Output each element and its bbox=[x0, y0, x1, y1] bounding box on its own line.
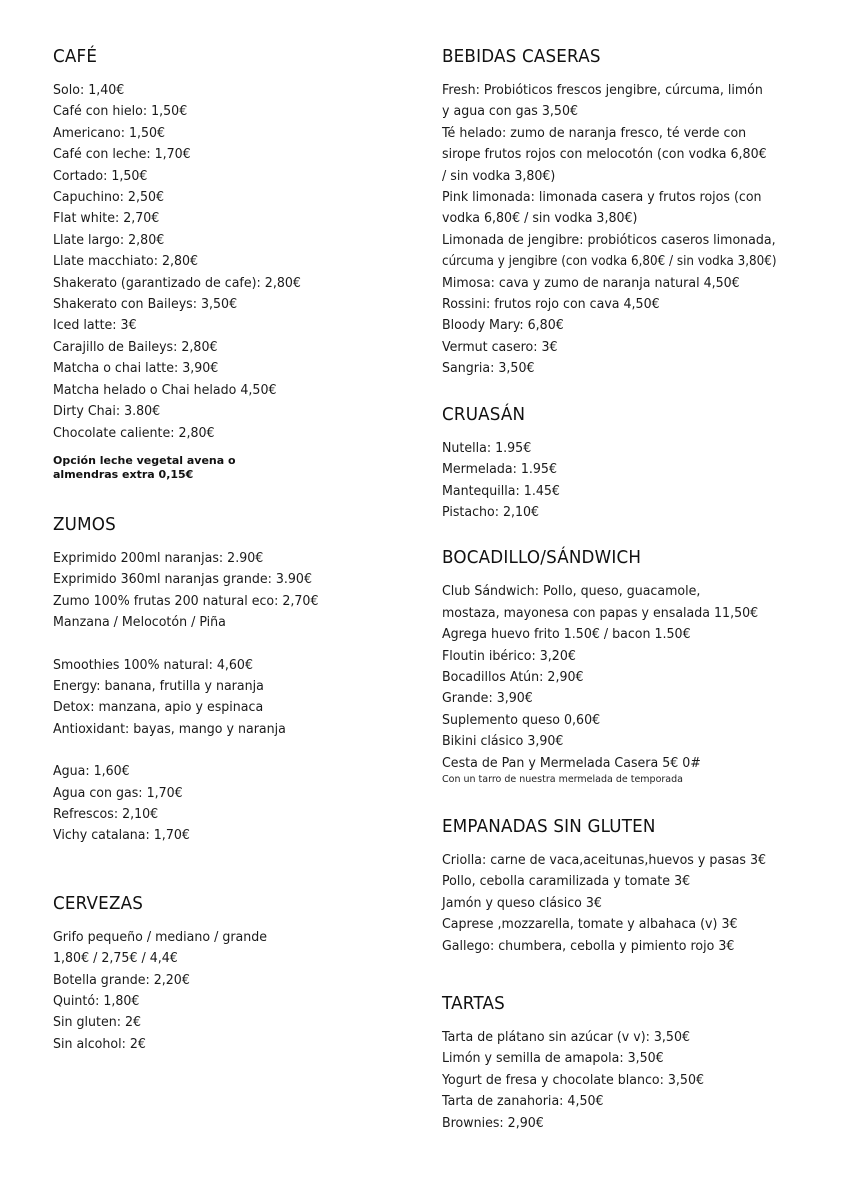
menu-item: Matcha o chai latte: 3,90€ bbox=[53, 361, 219, 377]
menu-item: Bloody Mary: 6,80€ bbox=[442, 318, 564, 334]
section-empanadas bbox=[442, 814, 822, 957]
menu-item: Brownies: 2,90€ bbox=[442, 1115, 544, 1131]
menu-item: Grifo pequeño / mediano / grande bbox=[53, 929, 268, 945]
menu-item: Iced latte: 3€ bbox=[53, 318, 137, 334]
menu-item: Fresh: Probióticos frescos jengibre, cúrcuma, limón bbox=[442, 83, 763, 98]
section-title-tartas: TARTAS bbox=[442, 993, 505, 1014]
menu-item: y agua con gas 3,50€ bbox=[442, 104, 578, 120]
section-title-zumos: ZUMOS bbox=[53, 513, 116, 535]
note-line: Opción leche vegetal avena o bbox=[53, 453, 236, 467]
section-tartas bbox=[442, 991, 822, 1134]
section-zumos bbox=[53, 512, 403, 847]
menu-item: Energy: banana, frutilla y naranja bbox=[53, 678, 264, 694]
spacer bbox=[53, 634, 403, 655]
menu-item: Caprese ,mozzarella, tomate y albahaca (v) 3€ bbox=[442, 917, 738, 933]
menu-item: Pollo, cebolla caramilizada y tomate 3€ bbox=[442, 874, 691, 890]
menu-item: Vichy catalana: 1,70€ bbox=[53, 828, 190, 844]
menu-left-column bbox=[53, 44, 403, 1055]
menu-item: Yogurt de fresa y chocolate blanco: 3,50€ bbox=[442, 1072, 704, 1088]
menu-item: 1,80€ / 2,75€ / 4,4€ bbox=[53, 951, 178, 967]
menu-item: Cortado: 1,50€ bbox=[53, 168, 148, 184]
list-cruasan bbox=[442, 438, 822, 524]
section-title-cruasan: CRUASÁN bbox=[442, 403, 526, 425]
menu-item: cúrcuma y jengibre (con vodka 6,80€ / sin vodka 3,80€) bbox=[442, 254, 777, 270]
menu-item: Llate macchiato: 2,80€ bbox=[53, 254, 199, 270]
section-bebidas-caseras bbox=[442, 44, 822, 380]
section-title-cervezas: CERVEZAS bbox=[53, 892, 144, 914]
menu-item: Refrescos: 2,10€ bbox=[53, 806, 159, 822]
menu-item: Limonada de jengibre: probióticos caseros limonada, bbox=[442, 232, 776, 248]
menu-item: Agrega huevo frito 1.50€ / bacon 1.50€ bbox=[442, 627, 691, 643]
section-bocadillo bbox=[442, 545, 822, 786]
menu-item: Café con leche: 1,70€ bbox=[53, 147, 191, 163]
menu-item: Matcha helado o Chai helado 4,50€ bbox=[53, 382, 277, 398]
note-line: almendras extra 0,15€ bbox=[53, 467, 194, 481]
menu-item: Antioxidant: bayas, mango y naranja bbox=[53, 721, 286, 737]
section-cruasan bbox=[442, 402, 822, 524]
menu-item: mostaza, mayonesa con papas y ensalada 11,50€ bbox=[442, 605, 759, 621]
section-cervezas bbox=[53, 891, 403, 1055]
list-cafe bbox=[53, 80, 403, 444]
section-title-empanadas: EMPANADAS SIN GLUTEN bbox=[442, 815, 656, 837]
menu-item: Pink limonada: limonada casera y frutos rojos (con bbox=[442, 190, 762, 206]
menu-item: Nutella: 1.95€ bbox=[442, 440, 532, 456]
menu-item: Dirty Chai: 3.80€ bbox=[53, 404, 161, 420]
menu-item: Criolla: carne de vaca,aceitunas,huevos y pasas 3€ bbox=[442, 852, 766, 868]
menu-item: Suplemento queso 0,60€ bbox=[442, 712, 601, 728]
menu-item: Limón y semilla de amapola: 3,50€ bbox=[442, 1051, 664, 1067]
menu-item: Exprimido 360ml naranjas grande: 3.90€ bbox=[53, 572, 312, 588]
section-title-bocadillo: BOCADILLO/SÁNDWICH bbox=[442, 547, 642, 569]
menu-item: Llate largo: 2,80€ bbox=[53, 232, 165, 248]
list-bebidas-caseras bbox=[442, 80, 822, 380]
menu-item: Solo: 1,40€ bbox=[53, 83, 125, 98]
menu-item: Botella grande: 2,20€ bbox=[53, 972, 190, 988]
menu-item: Agua: 1,60€ bbox=[53, 764, 130, 780]
menu-item: Agua con gas: 1,70€ bbox=[53, 785, 183, 801]
menu-item: Smoothies 100% natural: 4,60€ bbox=[53, 657, 253, 673]
menu-item: Tarta de plátano sin azúcar (v v): 3,50€ bbox=[442, 1030, 691, 1045]
menu-item: Café con hielo: 1,50€ bbox=[53, 104, 188, 120]
menu-item: Zumo 100% frutas 200 natural eco: 2,70€ bbox=[53, 593, 319, 609]
menu-item: Bikini clásico 3,90€ bbox=[442, 734, 564, 750]
menu-item: Mermelada: 1.95€ bbox=[442, 462, 557, 478]
menu-item: Floutin ibérico: 3,20€ bbox=[442, 648, 576, 664]
list-tartas bbox=[442, 1027, 822, 1134]
menu-item: Sin gluten: 2€ bbox=[53, 1015, 142, 1031]
menu-item: Cesta de Pan y Mermelada Casera 5€ 0# bbox=[442, 755, 701, 771]
menu-item: Detox: manzana, apio y espinaca bbox=[53, 700, 264, 716]
menu-item: Bocadillos Atún: 2,90€ bbox=[442, 669, 584, 685]
menu-item: Mimosa: cava y zumo de naranja natural 4,50€ bbox=[442, 275, 740, 291]
plant-milk-note bbox=[53, 454, 403, 482]
menu-item: vodka 6,80€ / sin vodka 3,80€) bbox=[442, 211, 638, 227]
menu-item: Chocolate caliente: 2,80€ bbox=[53, 425, 215, 441]
menu-item: Sin alcohol: 2€ bbox=[53, 1036, 146, 1052]
list-empanadas bbox=[442, 850, 822, 957]
menu-right-column bbox=[442, 44, 822, 1134]
menu-item: Quintó: 1,80€ bbox=[53, 994, 140, 1009]
section-cafe bbox=[53, 44, 403, 482]
menu-item: Grande: 3,90€ bbox=[442, 691, 533, 707]
menu-item: Shakerato (garantizado de cafe): 2,80€ bbox=[53, 275, 301, 291]
list-cervezas bbox=[53, 927, 403, 1055]
list-bocadillo bbox=[442, 581, 822, 786]
menu-item: Rossini: frutos rojo con cava 4,50€ bbox=[442, 297, 660, 313]
menu-item: Club Sándwich: Pollo, queso, guacamole, bbox=[442, 584, 701, 600]
menu-item: Gallego: chumbera, cebolla y pimiento rojo 3€ bbox=[442, 938, 735, 954]
section-title-cafe: CAFÉ bbox=[53, 46, 98, 67]
menu-item: Tarta de zanahoria: 4,50€ bbox=[442, 1094, 604, 1110]
menu-item: Carajillo de Baileys: 2,80€ bbox=[53, 339, 218, 355]
menu-item: Sangria: 3,50€ bbox=[442, 361, 535, 377]
menu-item: Flat white: 2,70€ bbox=[53, 211, 160, 227]
bread-basket-note: Con un tarro de nuestra mermelada de temporada bbox=[442, 773, 683, 785]
menu-item: Exprimido 200ml naranjas: 2.90€ bbox=[53, 550, 264, 566]
section-title-bebidas-caseras: BEBIDAS CASERAS bbox=[442, 46, 601, 67]
spacer bbox=[53, 740, 403, 761]
menu-item: sirope frutos rojos con melocotón (con vodka 6,80€ bbox=[442, 147, 767, 163]
menu-item: Americano: 1,50€ bbox=[53, 125, 166, 141]
menu-item: Mantequilla: 1.45€ bbox=[442, 483, 560, 499]
menu-item: Manzana / Melocotón / Piña bbox=[53, 615, 226, 631]
menu-item: Jamón y queso clásico 3€ bbox=[442, 895, 602, 911]
menu-item: Té helado: zumo de naranja fresco, té verde con bbox=[442, 125, 747, 141]
list-zumos bbox=[53, 548, 403, 847]
menu-item: Vermut casero: 3€ bbox=[442, 339, 558, 355]
menu-item: / sin vodka 3,80€) bbox=[442, 168, 556, 184]
menu-item: Pistacho: 2,10€ bbox=[442, 504, 540, 520]
menu-item: Shakerato con Baileys: 3,50€ bbox=[53, 297, 238, 313]
menu-item: Capuchino: 2,50€ bbox=[53, 190, 165, 206]
